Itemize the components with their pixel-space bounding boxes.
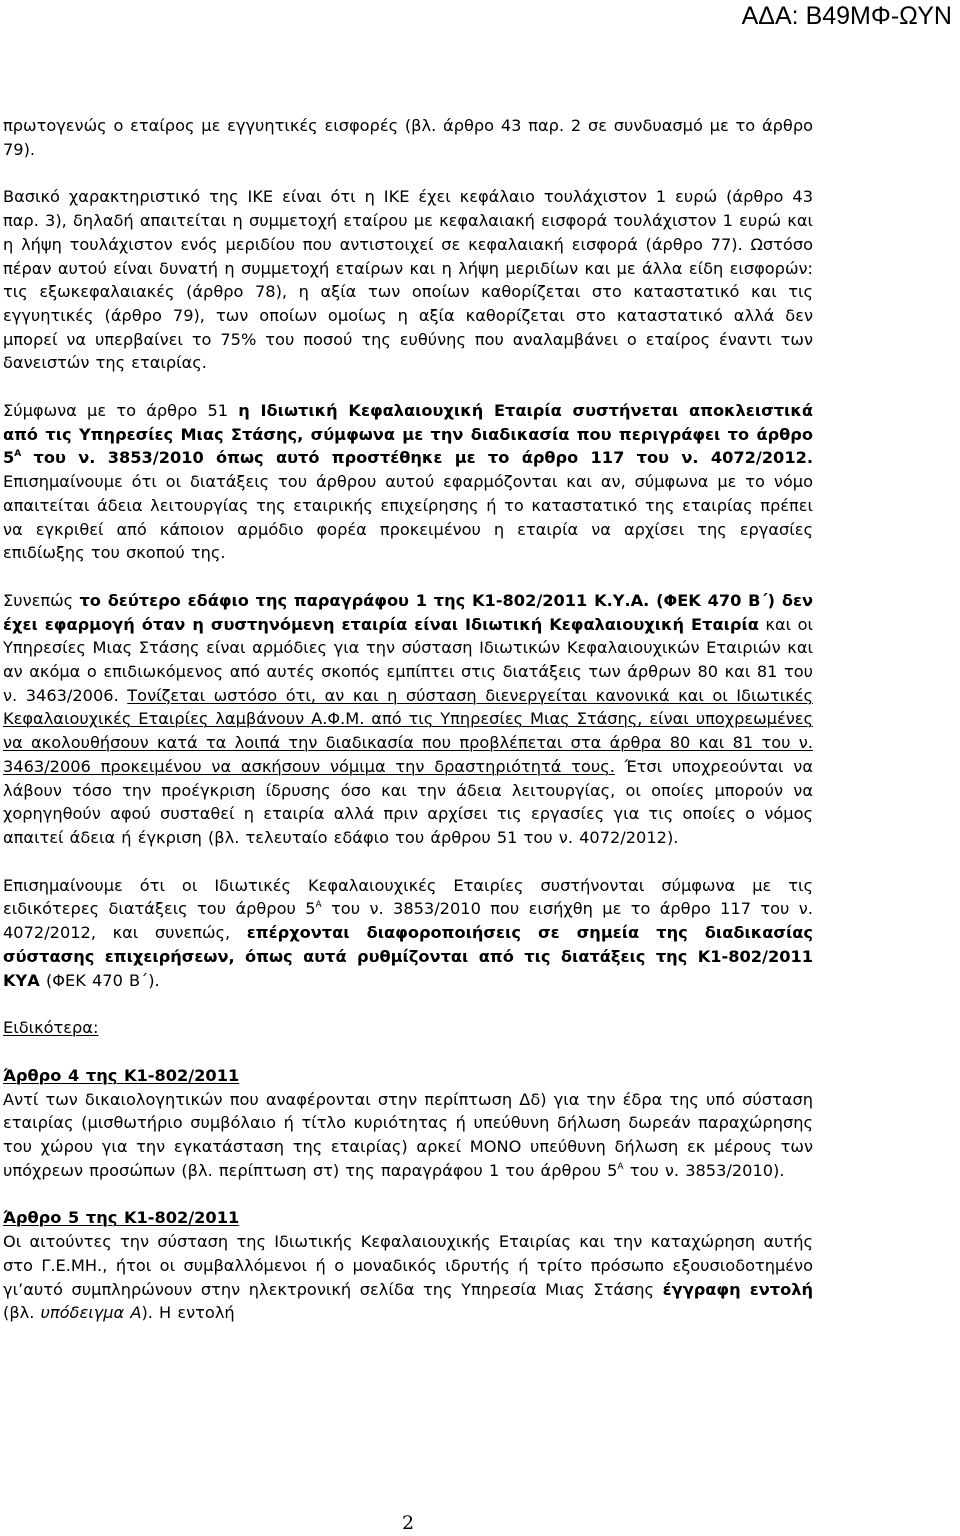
paragraph-1: πρωτογενώς ο εταίρος με εγγυητικές εισφορές (βλ. άρθρο 43 παρ. 2 σε συνδυασμό με το άρθρο 79).	[3, 116, 813, 159]
bold-text: του ν. 3853/2010 όπως αυτό προστέθηκε με το άρθρο 117 του ν. 4072/2012.	[21, 448, 813, 468]
italic-text: υπόδειγμα Α	[40, 1303, 142, 1323]
bold-text: η Ιδιωτική Κεφαλαιουχική Εταιρία συστήνεται αποκλειστικά από τις Υπηρεσίες Μιας Στάσης, σύμφωνα με την διαδικασία που περιγράφει το άρθρο 5	[3, 401, 813, 468]
bold-text: το δεύτερο εδάφιο της παραγράφου 1 της Κ1-802/2011 Κ.Υ.Α. (ΦΕΚ 470 Β΄) δεν έχει εφαρμογή όταν η συστηνόμενη εταιρία είναι Ιδιωτική Κεφαλαιουχική Εταιρία	[3, 590, 813, 634]
ada-code: ΑΔΑ: Β49ΜΦ-ΩΥΝ	[741, 2, 952, 30]
document-body	[3, 114, 813, 1325]
page-number: 2	[401, 1512, 415, 1534]
paragraph-3: Σύμφωνα με το άρθρο 51 η Ιδιωτική Κεφαλαιουχική Εταιρία συστήνεται αποκλειστικά από τις Υπηρεσίες Μιας Στάσης, σύμφωνα με την διαδικασία που περιγράφει το άρθρο $5^A$ του ν. 3853/2010 όπως αυτό προστέθηκε με το άρθρο 117 του ν. 4072/2012. Επισημαίνουμε ότι οι διατάξεις του άρθρου αυτού εφαρμόζονται και αν, σύμφωνα με το νόμο απαιτείται άδεια λειτουργίας της εταιρικής επιχείρησης ή το καταστατικό της εταιρίας πρέπει να εγκριθεί από κάποιον αρμόδιο φορέα προκειμένου η εταιρία να αρχίσει της εργασίες επιδίωξης του σκοπού της.	[3, 401, 813, 563]
paragraph-4: Συνεπώς το δεύτερο εδάφιο της παραγράφου 1 της Κ1-802/2011 Κ.Υ.Α. (ΦΕΚ 470 Β΄) δεν έχει εφαρμογή όταν η συστηνόμενη εταιρία είναι Ιδιωτική Κεφαλαιουχική Εταιρία και οι Υπηρεσίες Μιας Στάσης είναι αρμόδιες για την σύσταση Ιδιωτικών Κεφαλαιουχικών Εταιριών και αν ακόμα ο επιδιωκόμενος από αυτές σκοπός εμπίπτει στις διατάξεις των άρθρων 80 και 81 του ν. 3463/2006. Τονίζεται ωστόσο ότι, αν και η σύσταση διενεργείται κανονικά και οι Ιδιωτικές Κεφαλαιουχικές Εταιρίες λαμβάνουν Α.Φ.Μ. από τις Υπηρεσίες Μιας Στάσης, είναι υποχρεωμένες να ακολουθήσουν κατά τα λοιπά την διαδικασία που προβλέπεται στα άρθρα 80 και 81 του ν. 3463/2006 προκειμένου να ασκήσουν νόμιμα την δραστηριότητά τους. Έτσι υποχρεούνται να λάβουν τόσο την προέγκριση ίδρυσης όσο και την άδεια λειτουργίας, οι οποίες μπορούν να χορηγηθούν αφού συσταθεί η εταιρία αλλά πριν αρχίσει τις εργασίες για τις οποίες ο νόμος απαιτεί άδεια ή έγκριση (βλ. τελευταίο εδάφιο του άρθρου 51 του ν. 4072/2012).	[3, 590, 813, 847]
underlined-text: Τονίζεται ωστόσο ότι, αν και η σύσταση διενεργείται κανονικά και οι Ιδιωτικές Κεφαλαιουχικές Εταιρίες λαμβάνουν Α.Φ.Μ. από τις Υπηρεσίες Μιας Στάσης, είναι υποχρεωμένες να ακολουθήσουν κατά τα λοιπά την διαδικασία που προβλέπεται στα άρθρα 80 και 81 του ν. 3463/2006 προκειμένου να ασκήσουν νόμιμα την δραστηριότητά τους.	[3, 685, 813, 776]
bold-text: επέρχονται διαφοροποιήσεις σε σημεία της διαδικασίας σύστασης επιχειρήσεων, όπως αυτά ρυθμίζονται από τις διατάξεις της Κ1-802/2011 ΚΥΑ	[3, 923, 814, 990]
paragraph-5: Επισημαίνουμε ότι οι Ιδιωτικές Κεφαλαιουχικές Εταιρίες συστήνονται σύμφωνα με τις ειδικότερες διατάξεις του άρθρου $5^A$ του ν. 3853/2010 που εισήχθη με το άρθρο 117 του ν. 4072/2012, και συνεπώς, επέρχονται διαφοροποιήσεις σε σημεία της διαδικασίας σύστασης επιχειρήσεων, όπως αυτά ρυθμίζονται από τις διατάξεις της Κ1-802/2011 ΚΥΑ (ΦΕΚ 470 Β΄).	[3, 875, 814, 990]
paragraph-article-4: Άρθρο 4 της Κ1-802/2011 Αντί των δικαιολογητικών που αναφέρονται στην περίπτωση Δδ) για την έδρα της υπό σύσταση εταιρίας (μισθωτήριο συμβόλαιο ή τίτλο κυριότητας ή υπεύθυνη δήλωση δωρεάν παραχώρησης του χώρου για την εγκατάσταση της εταιρίας) αρκεί ΜΟΝΟ υπεύθυνη δήλωση εκ μέρους των υπόχρεων προσώπων (βλ. περίπτωση στ) της παραγράφου 1 του άρθρου $5^A$ του ν. 3853/2010).	[3, 1065, 813, 1180]
paragraph-article-5: Άρθρο 5 της Κ1-802/2011 Οι αιτούντες την σύσταση της Ιδιωτικής Κεφαλαιουχικής Εταιρίας και την καταχώρηση αυτής στο Γ.Ε.ΜΗ., ήτοι οι συμβαλλόμενοι ή ο μοναδικός ιδρυτής ή τρίτο πρόσωπο εξουσιοδοτημένο γι’αυτό συμπληρώνουν στην ηλεκτρονική σελίδα της Υπηρεσία Μιας Στάσης έγγραφη εντολή (βλ. υπόδειγμα Α). Η εντολή	[3, 1208, 813, 1323]
article-4-title: Άρθρο 4 της Κ1-802/2011	[3, 1065, 240, 1085]
section-heading: Ειδικότερα:	[3, 1018, 99, 1038]
article-5-title: Άρθρο 5 της Κ1-802/2011	[3, 1208, 240, 1228]
paragraph-2: Βασικό χαρακτηριστικό της ΙΚΕ είναι ότι η ΙΚΕ έχει κεφάλαιο τουλάχιστον 1 ευρώ (άρθρο 43 παρ. 3), δηλαδή απαιτείται η συμμετοχή εταίρου με κεφαλαιακή εισφορά τουλάχιστον 1 ευρώ και η λήψη τουλάχιστον ενός μεριδίου που αντιστοιχεί σε κεφαλαιακή εισφορά (άρθρο 77). Ωστόσο πέραν αυτού είναι δυνατή η συμμετοχή εταίρων και η λήψη μεριδίων και με άλλα είδη εισφορών: τις εξωκεφαλαιακές (άρθρο 78), η αξία των οποίων καθορίζεται στο καταστατικό και τις εγγυητικές (άρθρο 79), των οποίων ομοίως η αξία καθορίζεται στο καταστατικό αλλά δεν μπορεί να υπερβαίνει το 75% του ποσού της ευθύνης που αναλαμβάνει ο εταίρος έναντι των δανειστών της εταιρίας.	[3, 187, 813, 373]
bold-text: έγγραφη εντολή	[662, 1279, 813, 1299]
